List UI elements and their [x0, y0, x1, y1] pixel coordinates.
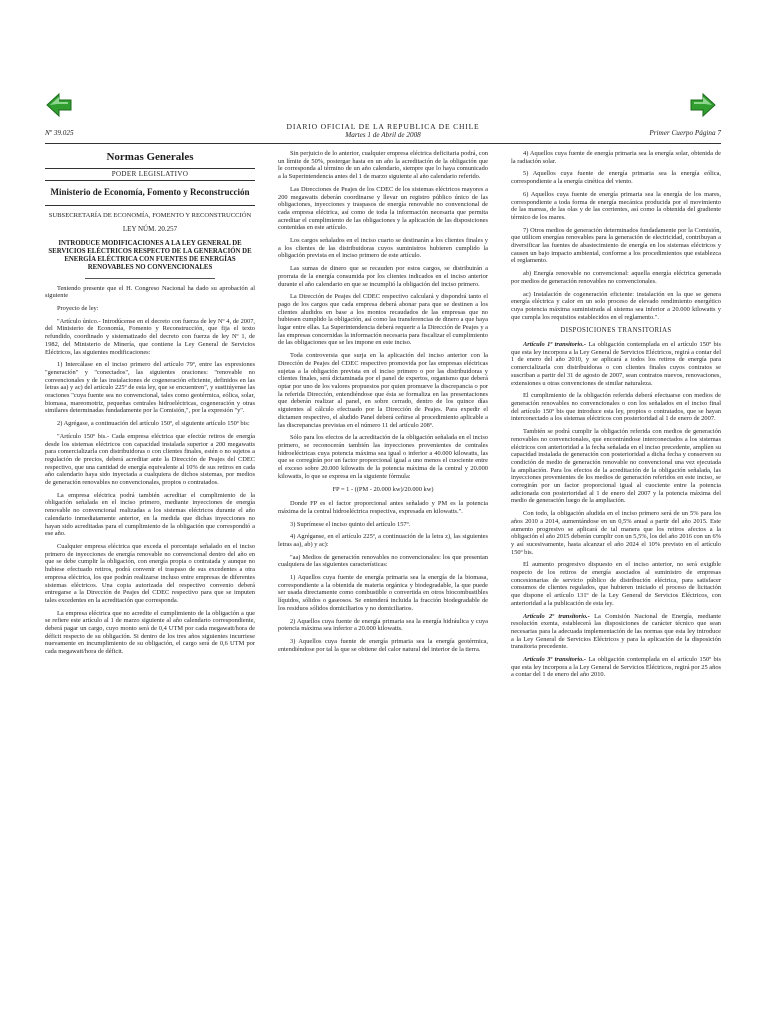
article-text: La Comisión Nacional de Energía, mediante resolución exenta, establecerá las disposiciones de carácter técnico que sean necesarias para la adecuada implementación de las normas que esta ley introduce a la Ley General de Servicios Eléctricos y para la aplicación de la disposición transitoria precedente.: [511, 612, 721, 651]
paragraph: Teniendo presente que el H. Congreso Nacional ha dado su aprobación al siguiente: [45, 284, 255, 300]
arrow-right-icon[interactable]: [690, 92, 716, 118]
paragraph: Las sumas de dinero que se recauden por estos cargos, se distribuirán a prorrata de la energía consumida por los clientes indicados en el inciso anterior durante el año calendario en que se incumplió la obligación del inciso primero.: [278, 265, 488, 288]
paragraph: [511, 656, 721, 679]
paragraph: Con todo, la obligación aludida en el inciso primero será de un 5% para los años 2010 a 2014, aumentándose en un 0,5% anual a partir del año 2015. Este aumento progresivo se aplicará de tal manera que los retiros afectos a la obligación el año 2015 deberán cumplir con un 5,5%, los del año 2016 con un 6% y así sucesivamente, hasta alcanzar el año 2024 el 10% previsto en el artículo 150º bis.: [511, 510, 721, 556]
paragraph: 1) Aquellos cuya fuente de energía primaria sea la energía de la biomasa, correspondiente a la obtenida de materia orgánica y biodegradable, la que puede ser usada directamente como combustible o convertida en otros biocombustibles líquidos, sólidos o gaseosos. Se entenderá incluida la fracción biodegradable de los residuos sólidos domiciliarios y no domiciliarios.: [278, 574, 488, 612]
poder-legislativo-heading: PODER LEGISLATIVO: [45, 168, 255, 182]
paragraph: El aumento progresivo dispuesto en el inciso anterior, no será exigible respecto de los retiros de energía asociados al suministro de empresas concesionarias de servicio público de distribución eléctrica, para satisfacer consumos de clientes regulados, que hubieren iniciado el proceso de licitación que dispone el artículo 131º de la Ley General de Servicios Eléctricos, con anterioridad a la publicación de esta ley.: [511, 561, 721, 607]
paragraph: 3) Aquellos cuya fuente de energía primaria sea la energía geotérmica, entendiéndose por tal la que se obtiene del calor natural del interior de la tierra.: [278, 637, 488, 653]
paragraph: [511, 341, 721, 387]
article-text: La obligación contemplada en el artículo 150º bis que esta ley incorpora a la Ley General de Servicios Eléctricos, regirá a contar del 1 de enero del año 2010, y se aplicará a todos los retiros de energía para comercializarla con distribuidoras o con clientes finales cuyos contratos se suscriban a partir del 31 de agosto de 2007, sean contratos nuevos, renovaciones, extensiones u otras convenciones de similar naturaleza.: [511, 341, 721, 387]
publication-title: DIARIO OFICIAL DE LA REPUBLICA DE CHILE: [286, 122, 480, 131]
header-rule: [45, 143, 721, 144]
paragraph: 4) Agréganse, en el artículo 225º, a continuación de la letra z), las siguientes letras aa), ab) y ac):: [278, 533, 488, 548]
paragraph: 6) Aquellos cuya fuente de energía primaria sea la energía de los mares, correspondiente a toda forma de energía mecánica producida por el movimiento de las mareas, de las olas y de las corrientes, así como la obtenida del gradiente térmico de los mares.: [511, 190, 721, 221]
paragraph: ac) Instalación de cogeneración eficiente: instalación en la que se genera energía eléctrica y calor en un solo proceso de elevado rendimiento energético cuya potencia máxima suministrada al sistema sea inferior a 20.000 kilowatts y que cumpla los requisitos establecidos en el reglamento.".: [511, 290, 721, 321]
title-divider: [85, 278, 215, 279]
paragraph: 7) Otros medios de generación determinados fundadamente por la Comisión, que utilicen energías renovables para la generación de electricidad, contribuyan a diversificar las fuentes de abastecimiento de energía en los sistemas eléctricos y causen un bajo impacto ambiental, conforme a los procedimientos que establezca el reglamento.: [511, 226, 721, 265]
paragraph: La Dirección de Peajes del CDEC respectivo calculará y dispondrá tanto el pago de los cargos que cada empresa deberá abonar para que se destinen a los clientes aludidos en base a los montos recaudados de las empresas que no hubiesen cumplido la obligación, así como las transferencias de dinero a que haya lugar entre ellas. La Superintendencia deberá requerir a la Dirección de Peajes y a las empresas concernidas la información necesaria para fiscalizar el cumplimiento de las obligaciones que se les impone en este inciso.: [278, 293, 488, 347]
subsecretaria-heading: SUBSECRETARÍA DE ECONOMÍA, FOMENTO Y RECONSTRUCCIÓN: [45, 205, 255, 220]
issue-number: Nº 39.025: [45, 129, 74, 137]
paragraph: La empresa eléctrica que no acredite el cumplimiento de la obligación a que se refiere este artículo al 1 de marzo siguiente al año calendario correspondiente, deberá pagar un cargo, cuyo monto será de 0,4 UTM por cada megawatt/hora de déficit respecto de su obligación. Si dentro de los tres años siguientes incurriese nuevamente en incumplimiento de su obligación, el cargo será de 0,6 UTM por cada megawatt/hora de déficit.: [45, 609, 255, 656]
header-center: [245, 122, 521, 139]
paragraph: 2) Aquellos cuya fuente de energía primaria sea la energía hidráulica y cuya potencia máxima sea inferior a 20.000 kilowatts.: [278, 617, 488, 633]
publication-date: Martes 1 de Abril de 2008: [345, 131, 421, 139]
paragraph: [511, 613, 721, 652]
formula: FP = 1 - ((PM - 20.000 kw)/20.000 kw): [332, 486, 434, 494]
paragraph: "Artículo único.- Introdúcense en el decreto con fuerza de ley Nº 4, de 2007, del Ministerio de Economía, Fomento y Reconstrucción, que fija el texto refundido, coordinado y sistematizado del decreto con fuerza de ley Nº 1, de 1982, del Ministerio de Minería, que contiene la Ley General de Servicios Eléctricos, las siguientes modificaciones:: [45, 317, 255, 356]
paragraph: La empresa eléctrica podrá también acreditar el cumplimiento de la obligación señalada en el inciso primero, mediante inyecciones de energía renovable no convencional realizadas a los sistemas eléctricos durante el año calendario inmediatamente anterior, en la medida que dichas inyecciones no hayan sido acreditadas para el cumplimiento de la obligación que correspondió a ese año.: [45, 491, 255, 538]
article-label: Artículo 2º transitorio.-: [523, 612, 590, 620]
paragraph: Los cargos señalados en el inciso cuarto se destinarán a los clientes finales y a los clientes de las distribuidoras cuyos suministros hubieren cumplido la obligación prevista en el inciso primero de este artículo.: [278, 237, 488, 260]
article-text: La obligación contemplada en el artículo 150º bis que esta ley incorpora a la Ley General de Servicios Eléctricos, regirá por 25 años a contar del 1 de enero del año 2010.: [511, 656, 721, 679]
paragraph: Toda controversia que surja en la aplicación del inciso anterior con la Dirección de Peajes del CDEC respectivo promovida por las empresas eléctricas sujetas a la obligación prevista en el inciso primero o por las distribuidoras y clientes finales, será dictaminada por el panel de expertos, organismo que deberá optar por uno de los valores propuestos por quien promueve la discrepancia o por la referida Dirección, entendiéndose que ésta se formaliza en las presentaciones que deberán realizar al panel, en sobre cerrado, dentro de los quince días siguientes al cálculo efectuado por la Dirección de Peajes. Para expedir el dictamen respectivo, el aludido Panel deberá ceñirse al procedimiento aplicable a las discrepancias previstas en el número 11 del artículo 208º.: [278, 352, 488, 429]
paragraph: "aa) Medios de generación renovables no convencionales: los que presentan cualquiera de las siguientes características:: [278, 553, 488, 569]
paragraph: Sin perjuicio de lo anterior, cualquier empresa eléctrica deficitaria podrá, con un límite de 50%, postergar hasta en un año la acreditación de la obligación que le corresponda al término de un año calendario, siempre que lo haya comunicado a la Superintendencia antes del 1 de marzo siguiente al año calendario referido.: [278, 150, 488, 181]
paragraph: Cualquier empresa eléctrica que exceda el porcentaje señalado en el inciso primero de inyecciones de energía renovable no convencional dentro del año en que se debe cumplir la obligación, con energía propia o contratada y aunque no hubiese efectuado retiros, podrá convenir el traspaso de sus excedentes a otra empresa eléctrica, los que podrán realizarse incluso entre empresas de diferentes sistemas eléctricos. Una copia autorizada del respectivo convenio deberá entregarse a la Dirección de Peajes del CDEC respectivo para que se imputen tales excedentes en la acreditación que corresponda.: [45, 543, 255, 604]
paragraph: 4) Aquellos cuya fuente de energía primaria sea la energía solar, obtenida de la radiación solar.: [511, 150, 721, 165]
paragraph: 1) Intercálase en el inciso primero del artículo 79º, entre las expresiones "generación" y "conectados", las siguientes oraciones: "renovable no convencionales y de las instalaciones de cogeneración eficiente, definidos en las letras aa) y ac) del artículo 225º de esta ley, que se encuentren", y sustitúyense las oraciones "cuya fuente sea no convencional, tales como geotérmica, eólica, solar, biomasa, mareomotriz, pequeñas centrales hidroeléctricas, cogeneración y otras similares determinadas fundadamente por la Comisión,", por la expresión "y".: [45, 361, 255, 415]
paragraph: ab) Energía renovable no convencional: aquella energía eléctrica generada por medios de generación renovables no convencionales.: [511, 270, 721, 285]
paragraph: 2) Agrégase, a continuación del artículo 150º, el siguiente artículo 150º bis:: [57, 420, 250, 428]
paragraph: "Artículo 150º bis.- Cada empresa eléctrica que efectúe retiros de energía desde los sistemas eléctricos con capacidad instalada superior a 200 megawatts para comercializarla con distribuidoras o con clientes finales, estén o no sujetos a regulación de precios, deberá acreditar ante la Dirección de Peajes del CDEC respectivo, que una cantidad de energía equivalente al 10% de sus retiros en cada año calendario haya sido inyectada a cualquiera de dichos sistemas, por medios de generación renovables no convencionales, propios o contratados.: [45, 432, 255, 487]
article-label: Artículo 3º transitorio.-: [523, 656, 587, 664]
column-2: [278, 150, 488, 658]
paragraph: También se podrá cumplir la obligación referida con medios de generación renovables no convencionales, que encontrándose interconectados a los sistemas eléctricos con anterioridad a la fecha señalada en el inciso precedente, amplíen su capacidad instalada de generación con posterioridad a dicha fecha y conserven su condición de medio de generación renovable no convencional una vez ejecutada la ampliación. Para los efectos de la acreditación de la obligación señalada, las inyecciones provenientes de los medios de generación referidos en este inciso, se corregirán por un factor proporcional igual al cuociente entre la potencia adicionada con posterioridad al 1 de enero del 2007 y la potencia máxima del medio de generación luego de la ampliación.: [511, 428, 721, 505]
article-label: Artículo 1º transitorio.-: [523, 341, 587, 349]
arrow-left-icon[interactable]: [46, 92, 72, 118]
disposiciones-transitorias-heading: DISPOSICIONES TRANSITORIAS: [560, 327, 672, 335]
paragraph: 3) Suprímese el inciso quinto del artículo 157º.: [290, 520, 411, 528]
paragraph: Sólo para los efectos de la acreditación de la obligación señalada en el inciso primero, se reconocerán también las inyecciones provenientes de centrales hidroeléctricas cuya potencia máxima sea igual o inferior a 40.000 kilowatts, las que se corregirán por un factor proporcional igual a uno menos el cuociente entre el exceso sobre 20.000 kilowatts de la potencia máxima de la central y 20.000 kilowatts, lo que se expresa en la siguiente fórmula:: [278, 434, 488, 480]
column-3: [511, 150, 721, 684]
section-page: Primer Cuerpo Página 7: [649, 129, 721, 137]
paragraph: Donde FP es el factor proporcional antes señalado y PM es la potencia máxima de la central hidroeléctrica respectiva, expresada en kilowatts.".: [278, 500, 488, 515]
paragraph: 5) Aquellos cuya fuente de energía primaria sea la energía eólica, correspondiente a la energía cinética del viento.: [511, 170, 721, 186]
paragraph: El cumplimiento de la obligación referida deberá efectuarse con medios de generación renovables no convencionales o con los señalados en el inciso final del artículo 150º bis que introduce esta ley, propios o contratados, que se hayan interconectado a los sistemas eléctricos con posterioridad al 1 de enero de 2007.: [511, 392, 721, 423]
ministerio-heading: Ministerio de Economía, Fomento y Reconstrucción: [50, 187, 250, 198]
paragraph: Las Direcciones de Peajes de los CDEC de los sistemas eléctricos mayores a 200 megawatts deberán coordinarse y llevar un registro público único de las obligaciones, inyecciones y traspasos de energía renovable no convencional de cada empresa eléctrica, así como de toda la información necesaria que permita acreditar el cumplimiento de las obligaciones y la aplicación de las disposiciones contenidas en este artículo.: [278, 185, 488, 232]
law-title: INTRODUCE MODIFICACIONES A LA LEY GENERAL DE SERVICIOS ELÉCTRICOS RESPECTO DE LA GENERACIÓN DE ENERGÍA ELÉCTRICA CON FUENTES DE ENERGÍAS RENOVABLES NO CONVENCIONALES: [48, 239, 252, 271]
ley-number: LEY NÚM. 20.257: [122, 224, 178, 233]
column-1: [45, 150, 255, 661]
normas-generales-heading: Normas Generales: [106, 151, 194, 163]
paragraph: Proyecto de ley:: [57, 305, 99, 313]
